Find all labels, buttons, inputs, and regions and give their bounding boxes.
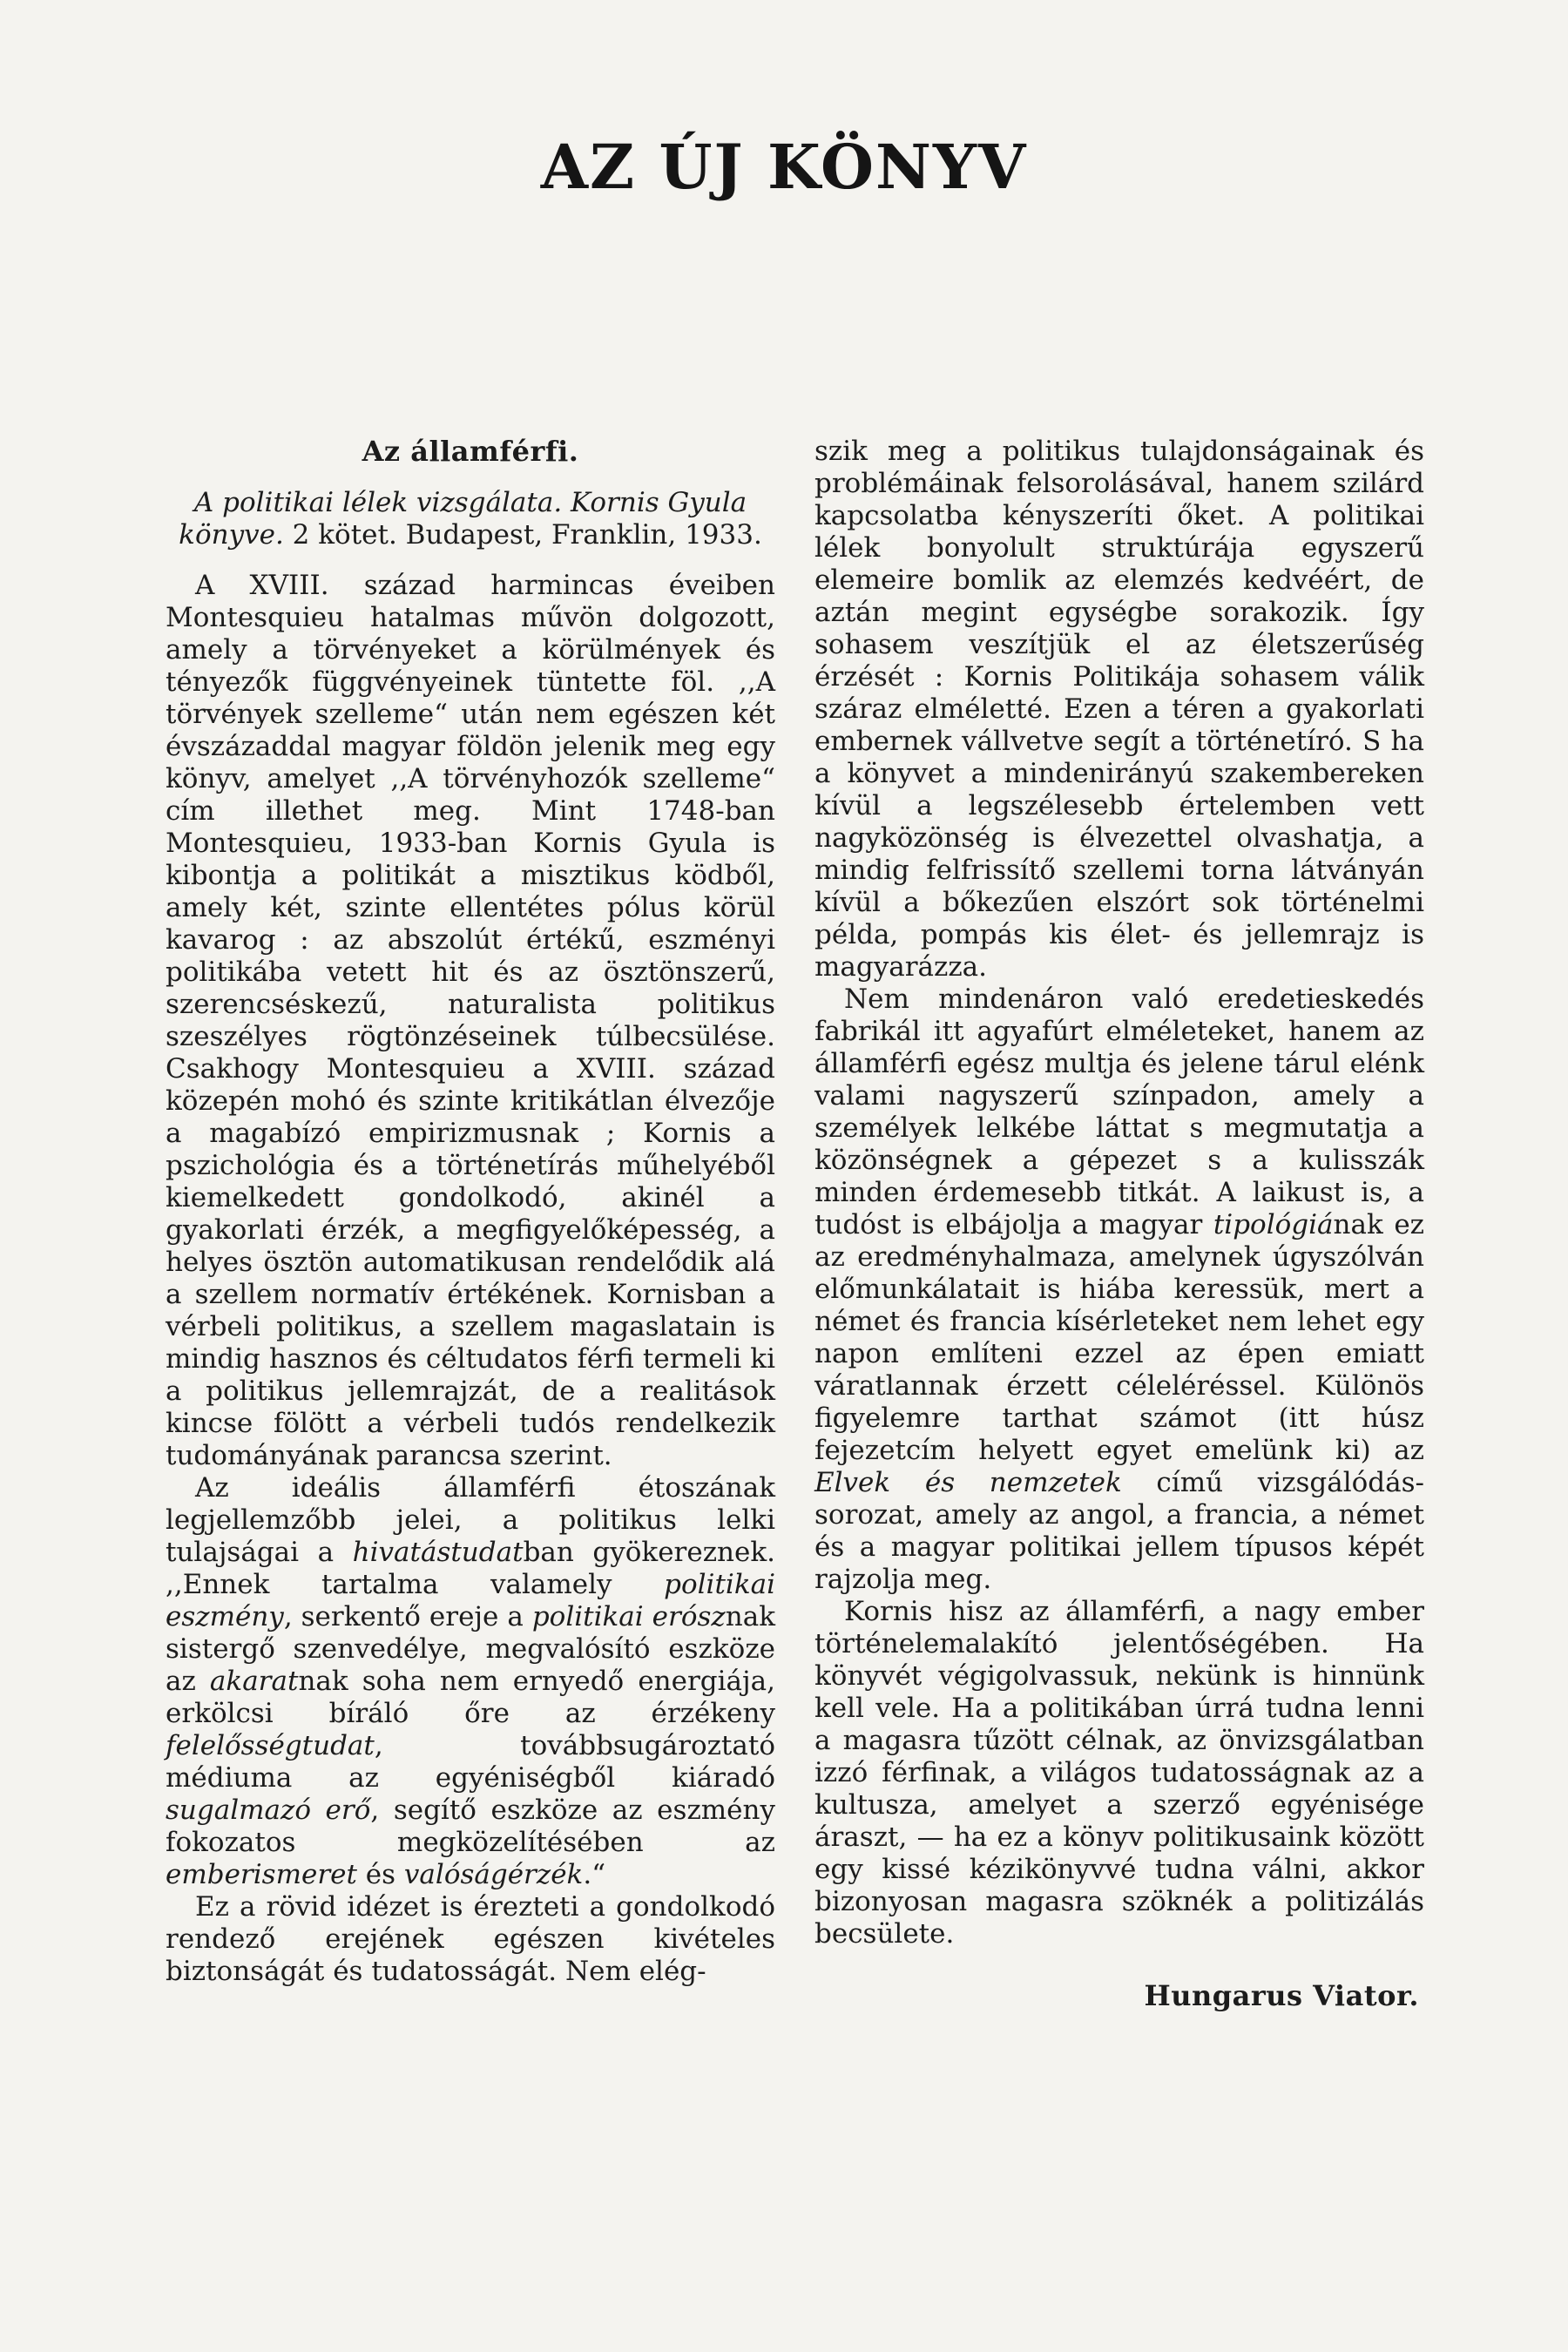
article-title: Az államférfi. <box>362 435 579 468</box>
citation-plain: 2 kötet. Budapest, Franklin, 1933. <box>292 519 762 551</box>
right-paragraph-2: Nem mindenáron való eredetieskedés fabrikál itt agyafúrt elméleteket, hanem az államférfi egész multja és jelene tárul elénk valami nagyszerű színpadon, amely a személyek lelkébe láttat s megmutatja a közönségnek a gépezet s a kulisszák minden érdemesebb titkát. A laikust is, a tudóst is elbájolja a magyar tipológiának ez az eredményhalmaza, amelynek úgyszólván előmunkálatait is hiába keressük, mert a német és francia kísérleteket nem lehet egy napon említeni ezzel az épen emiatt váratlannak érzett céleléréssel. Különös figyelemre tarthat számot (itt húsz fejezetcím helyett egyet emelünk ki) az Elvek és nemzetek című vizsgálódás-sorozat, amely az angol, a francia, a német és a magyar politikai jellem típusos képét rajzolja meg. <box>814 983 1425 1595</box>
left-paragraph-2: Az ideális államférfi étoszának legjellemzőbb jelei, a politikus lelki tulajságai a hivatástudatban gyökereznek. ,,Ennek tartalma valamely politikai eszmény, serkentő ereje a politikai erósznak sistergő szenvedélye, megvalósító eszköze az akaratnak soha nem ernyedő energiája, erkölcsi bíráló őre az érzékeny felelősségtudat, továbbsugároztató médiuma az egyéniségből kiáradó sugalmazó erő, segítő eszköze az eszmény fokozatos megközelítésében az emberismeret és valóságérzék.“ <box>166 1472 775 1890</box>
citation-italic: A politikai lélek vizsgálata. Kornis Gyula könyve. <box>179 487 747 551</box>
right-paragraph-1: szik meg a politikus tulajdonságainak és problémáinak felsorolásával, hanem szilárd kapcsolatba kényszeríti őket. A politikai lélek bonyolult struktúrája egyszerű elemeire bomlik az elemzés kedvéért, de aztán megint egységbe sorakozik. Így sohasem veszítjük el az életszerűség érzését : Kornis Politikája sohasem válik száraz elméletté. Ezen a téren a gyakorlati embernek vállvetve segít a történetíró. S ha a könyvet a mindenirányú szakembereken kívül a legszélesebb értelemben vett nagyközönség is élvezettel olvashatja, a mindig felfrissítő szellemi torna látványán kívül a bőkezűen elszórt sok történelmi példa, pompás kis élet- és jellemrajz is magyarázza. <box>814 436 1424 983</box>
left-paragraph-1: A XVIII. század harmincas éveiben Montesquieu hatalmas művön dolgozott, amely a törvényeket a körülmények és tényezők függvényeinek tüntette föl. ,,A törvények szelleme“ után nem egészen két évszázaddal magyar földön jelenik meg egy könyv, amelyet ,,A törvényhozók szelleme“ cím illethet meg. Mint 1748-ban Montesquieu, 1933-ban Kornis Gyula is kibontja a politikát a misztikus ködből, amely két, szinte ellentétes pólus körül kavarog : az abszolút értékű, eszményi politikába vetett hit és az ösztönszerű, szerencséskezű, naturalista politikus szeszélyes rögtönzéseinek túlbecsülése. Csakhogy Montesquieu a XVIII. század közepén mohó és szinte kritikátlan élvezője a magabízó empirizmusnak ; Kornis a pszichológia és a történetírás műhelyéből kiemelkedett gondolkodó, akinél a gyakorlati érzék, a megfigyelőképesség, a helyes ösztön automatikusan rendelődik alá a szellem normatív értékének. Kornisban a vérbeli politikus, a szellem magaslatain is mindig hasznos és céltudatos férfi termeli ki a politikus jellemrajzát, de a realitások kincse fölött a vérbeli tudós rendelkezik tudományának parancsa szerint. <box>166 570 775 1471</box>
right-paragraph-3: Kornis hisz az államférfi, a nagy ember történelemalakító jelentőségében. Ha könyvét végigolvassuk, nekünk is hinnünk kell vele. Ha a politikában úrrá tudna lenni a magasra tűzött célnak, az önvizsgálatban izzó férfinak, a világos tudatosságnak az a kultusza, amelyet a szerző egyénisége áraszt, — ha ez a könyv politikusaink között egy kissé kézikönyvvé tudna válni, akkor bizonyosan magasra szöknék a politizálás becsülete. <box>814 1596 1424 1950</box>
author-signature: Hungarus Viator. <box>1144 1979 1419 2012</box>
left-column <box>166 436 775 1988</box>
page-title: AZ ÚJ KÖNYV <box>540 131 1028 203</box>
right-column <box>814 436 1424 2012</box>
left-paragraph-3: Ez a rövid idézet is érezteti a gondolkodó rendező erejének egészen kivételes biztonságát és tudatosságát. Nem elég- <box>166 1891 775 1987</box>
book-citation <box>166 487 775 551</box>
